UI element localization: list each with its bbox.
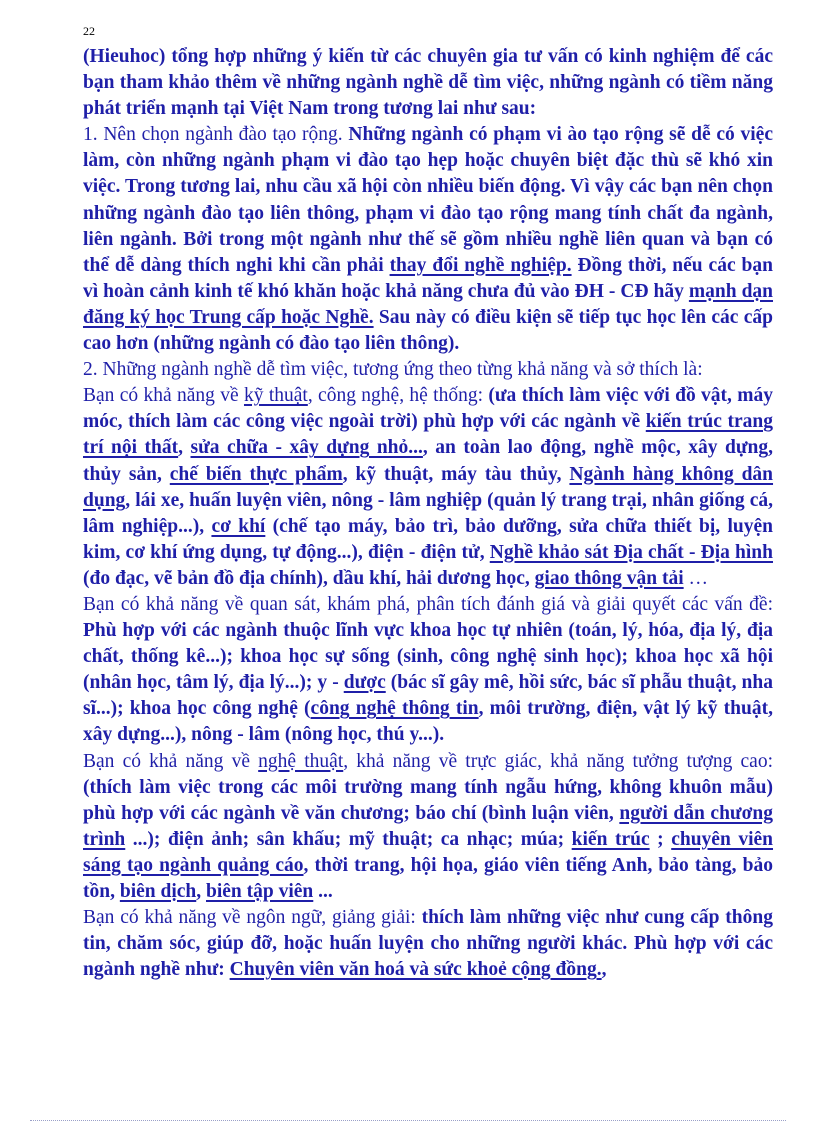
language-comma: , xyxy=(601,959,607,981)
section-1-text-3: Sau này có điều kiện sẽ tiếp tục học lên các cấp cao hơn (những ngành có đào tạo liên thông). xyxy=(83,306,774,355)
science-intro: Bạn có khả năng về quan sát, khám phá, phân tích đánh giá và giải quyết các vấn đề: xyxy=(83,593,773,615)
art-text-2: ...); điện ảnh; sân khấu; mỹ thuật; ca nhạc; múa; xyxy=(125,828,572,850)
intro-text: (Hieuhoc) tổng hợp những ý kiến từ các chuyên gia tư vấn có kinh nghiệm để các bạn tham khảo thêm về những ngành nghề dễ tìm việc, những ngành có tiềm năng phát triển mạnh tại Việt Nam trong tương lai như sau: xyxy=(83,46,773,120)
art-ellipsis: ... xyxy=(313,881,333,902)
tech-text-6: (đo đạc, vẽ bản đồ địa chính), dầu khí, hải dương học, xyxy=(83,567,535,589)
tech-text-5: (chế tạo máy, bảo trì, bảo dưỡng, sửa chữa thiết bị, luyện kim, cơ khí ứng dụng, tự động...), điện - điện tử, xyxy=(83,515,774,563)
underline-civil-aviation: Ngành hàng không dân dụng xyxy=(83,463,774,511)
tech-intro-2: , công nghệ, hệ thống: xyxy=(307,385,489,407)
underline-architecture: kiến trúc xyxy=(571,828,650,850)
page-number: 22 xyxy=(83,24,95,38)
underline-change-career: thay đổi nghề nghiệp. xyxy=(389,254,572,276)
underline-vocational: mạnh dạn đăng ký học Trung cấp hoặc Nghề. xyxy=(83,280,774,328)
tech-paragraph xyxy=(83,383,773,592)
page-bottom-rule xyxy=(30,1120,786,1121)
tech-text-4: , lái xe, huấn luyện viên, nông - lâm nghiệp (quản lý trang trại, nhân giống cá, lâm nghiệp...), xyxy=(83,489,773,537)
tech-intro: Bạn có khả năng về xyxy=(83,385,244,407)
art-sep: ; xyxy=(649,828,672,850)
intro-paragraph xyxy=(83,44,773,122)
underline-translation: biên dịch xyxy=(119,881,197,902)
underline-pharmacy: dược xyxy=(343,672,386,694)
art-text: (thích làm việc trong các môi trường mang tính ngẫu hứng, không khuôn mẫu) phù hợp với các ngành về văn chương; báo chí (bình luận viên, xyxy=(83,776,773,824)
underline-community-health: Chuyên viên văn hoá và sức khoẻ cộng đồng. xyxy=(229,959,602,981)
language-paragraph xyxy=(83,905,773,983)
underline-presenter: người dẫn chương trình xyxy=(83,802,774,850)
underline-transport: giao thông vận tải xyxy=(534,567,684,589)
section-1-text: Những ngành có phạm vi ào tạo rộng sẽ dễ có việc làm, còn những ngành phạm vi đào tạo hẹp hoặc chuyên biệt đặc thù sẽ khó xin việc. Trong tương lai, nhu cầu xã hội còn nhiều biến động. Vì vậy các bạn nên chọn những ngành đào tạo liên thông, phạm vi đào tạo rộng mang tính chất đa ngành, liên ngành. Bởi trong một ngành như thế sẽ gồm nhiều nghề liên quan và bạn có thể dễ dàng thích nghi khi cần phải xyxy=(83,124,773,276)
underline-editor: biên tập viên xyxy=(206,881,314,902)
section-2-heading: 2. Những ngành nghề dễ tìm việc, tương ứng theo từng khả năng và sở thích là: xyxy=(83,359,703,381)
underline-technical: kỹ thuật xyxy=(243,385,308,407)
tech-text-2: , an toàn lao động, nghề mộc, xây dựng, thủy sản, xyxy=(83,437,773,485)
underline-advertising: chuyên viên sáng tạo ngành quảng cáo xyxy=(83,828,774,876)
art-intro: Bạn có khả năng về xyxy=(83,750,259,772)
science-text-3: , môi trường, điện, vật lý kỹ thuật, xây dựng...), nông - lâm (nông học, thú y...). xyxy=(83,698,773,746)
language-intro: Bạn có khả năng về ngôn ngữ, giảng giải: xyxy=(83,907,422,929)
underline-food-processing: chế biến thực phẩm xyxy=(169,463,343,485)
underline-mechanical: cơ khí xyxy=(211,515,266,537)
section-1-paragraph xyxy=(83,122,773,357)
art-sep-2: , xyxy=(196,881,206,902)
underline-repair-construction: sửa chữa - xây dựng nhỏ... xyxy=(190,437,423,459)
tech-text-3: , kỹ thuật, máy tàu thủy, xyxy=(342,463,570,485)
tech-ellipsis: … xyxy=(683,567,709,589)
science-text: Phù hợp với các ngành thuộc lĩnh vực khoa học tự nhiên (toán, lý, hóa, địa lý, địa chất, thống kê...); khoa học sự sống (sinh, công nghệ sinh học); khoa học xã hội (nhân học, tâm lý, địa lý...); y - xyxy=(83,620,773,694)
science-paragraph xyxy=(83,592,773,749)
underline-art: nghệ thuật xyxy=(258,750,344,772)
science-text-2: (bác sĩ gây mê, hồi sức, bác sĩ phẫu thuật, nha sĩ...); khoa học công nghệ ( xyxy=(83,672,773,720)
tech-text: (ưa thích làm việc với đồ vật, máy móc, thích làm các công việc ngoài trời) phù hợp với các ngành về xyxy=(83,385,773,433)
tech-sep-1: , xyxy=(178,437,191,459)
document-body xyxy=(83,44,773,983)
underline-interior-architecture: kiến trúc trang trí nội thất xyxy=(83,411,773,459)
language-text: thích làm những việc như cung cấp thông tin, chăm sóc, giúp đỡ, hoặc huấn luyện cho những người khác. Phù hợp với các ngành nghề như: xyxy=(83,907,773,981)
art-intro-2: , khả năng về trực giác, khả năng tưởng tượng cao: xyxy=(343,750,773,772)
underline-geology-survey: Nghề khảo sát Địa chất - Địa hình xyxy=(489,541,773,563)
art-text-3: , thời trang, hội họa, giáo viên tiếng Anh, bảo tàng, bảo tồn, xyxy=(83,854,773,902)
section-1-heading: 1. Nên chọn ngành đào tạo rộng. xyxy=(83,124,349,146)
art-paragraph xyxy=(83,749,773,906)
section-1-text-2: Đồng thời, nếu các bạn vì hoàn cảnh kinh tế khó khăn hoặc khả năng chưa đủ vào ĐH - CĐ hãy xyxy=(83,254,773,302)
underline-it: công nghệ thông tin xyxy=(310,698,479,720)
